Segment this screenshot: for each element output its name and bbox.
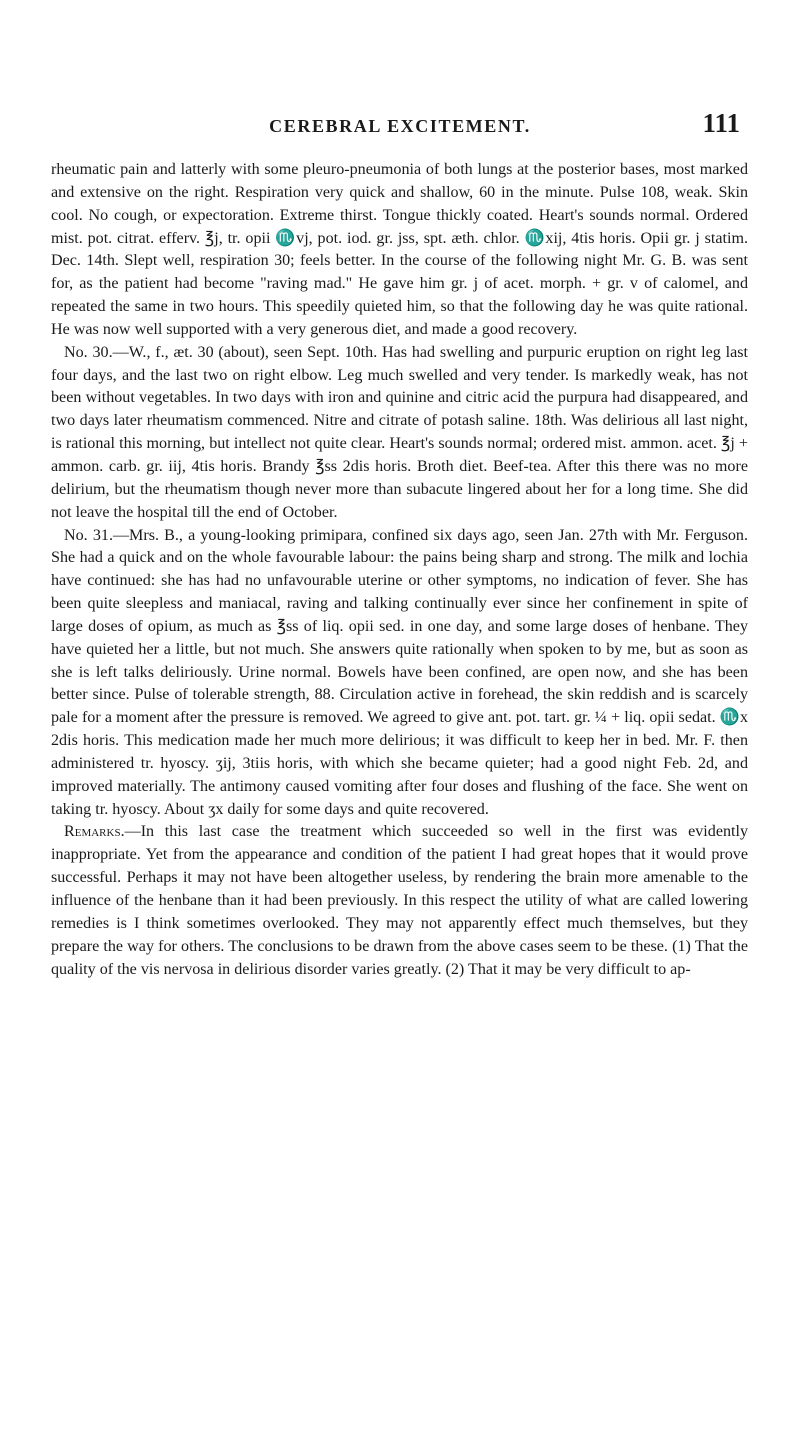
page-header	[0, 104, 800, 144]
page-number: 111	[702, 108, 740, 138]
paragraph-remarks	[51, 821, 748, 981]
body-text	[51, 159, 748, 981]
paragraph-case-31: No. 31.—Mrs. B., a young-looking primipara, confined six days ago, seen Jan. 27th with Mr. Ferguson. She had a quick and on the whole favourable labour: the pains being sharp and strong. The milk and lochia have continued: she has had no unfavourable uterine or other symptoms, no indication of fever. She has been quite sleepless and maniacal, raving and talking continually ever since her confinement in spite of large doses of opium, as much as ℥ss of liq. opii sed. in one day, and some large doses of henbane. They have quieted her a little, but not much. She answers quite rationally when spoken to by me, but as soon as she is left talks deliriously. Urine normal. Bowels have been confined, are open now, and she has been better since. Pulse of tolerable strength, 88. Circulation active in forehead, the skin reddish and is scarcely pale for a moment after the pressure is removed. We agreed to give ant. pot. tart. gr. ¼ + liq. opii sedat. ♏x 2dis horis. This medication made her much more delirious; it was difficult to keep her in bed. Mr. F. then administered tr. hyoscy. ʒij, 3tiis horis, with which she became quieter; had a good night Feb. 2d, and improved materially. The antimony caused vomiting after four doses and flushing of the face. She went on taking tr. hyoscy. About ʒx daily for some days and quite recovered.	[51, 526, 748, 818]
paragraph-case-29-continued: rheumatic pain and latterly with some pleuro-pneumonia of both lungs at the posterior bases, most marked and extensive on the right. Respiration very quick and shallow, 60 in the minute. Pulse 108, weak. Skin cool. No cough, or expectoration. Extreme thirst. Tongue thickly coated. Heart's sounds normal. Ordered mist. pot. citrat. efferv. ℥j, tr. opii ♏vj, pot. iod. gr. jss, spt. æth. chlor. ♏xij, 4tis horis. Opii gr. j statim. Dec. 14th. Slept well, respiration 30; feels better. In the course of the following night Mr. G. B. was sent for, as the patient had become "raving mad." He gave him gr. j of acet. morph. + gr. v of calomel, and repeated the same in two hours. This speedily quieted him, so that the following day he was quite rational. He was now well supported with a very generous diet, and made a good recovery.	[51, 161, 748, 338]
running-head: CEREBRAL EXCITEMENT.	[269, 116, 531, 136]
remarks-label: Remarks.	[64, 823, 125, 841]
paragraph-case-30: No. 30.—W., f., æt. 30 (about), seen Sept. 10th. Has had swelling and purpuric eruption on right leg last four days, and the last two on right elbow. Leg much swelled and very tender. Is markedly weak, has not been without vegetables. In two days with iron and quinine and citric acid the purpura had disappeared, and two days later rheumatism commenced. Nitre and citrate of potash saline. 18th. Was delirious all last night, is rational this morning, but intellect not quite clear. Heart's sounds normal; ordered mist. ammon. acet. ℥j + ammon. carb. gr. iij, 4tis horis. Brandy ℥ss 2dis horis. Broth diet. Beef-tea. After this there was no more delirium, but the rheumatism though never more than subacute lingered about her for a long time. She did not leave the hospital till the end of October.	[51, 343, 748, 521]
remarks-text: —In this last case the treatment which succeeded so well in the first was evidently inappropriate. Yet from the appearance and condition of the patient I had great hopes that it would prove successful. Perhaps it may not have been altogether useless, by rendering the brain more amenable to the influence of the henbane than it had been previously. In this respect the utility of what are called lowering remedies is I think sometimes overlooked. They may not apparently effect much themselves, but they prepare the way for others. The conclusions to be drawn from the above cases seem to be these. (1) That the quality of the vis nervosa in delirious disorder varies greatly. (2) That it may be very difficult to ap-	[51, 823, 748, 978]
